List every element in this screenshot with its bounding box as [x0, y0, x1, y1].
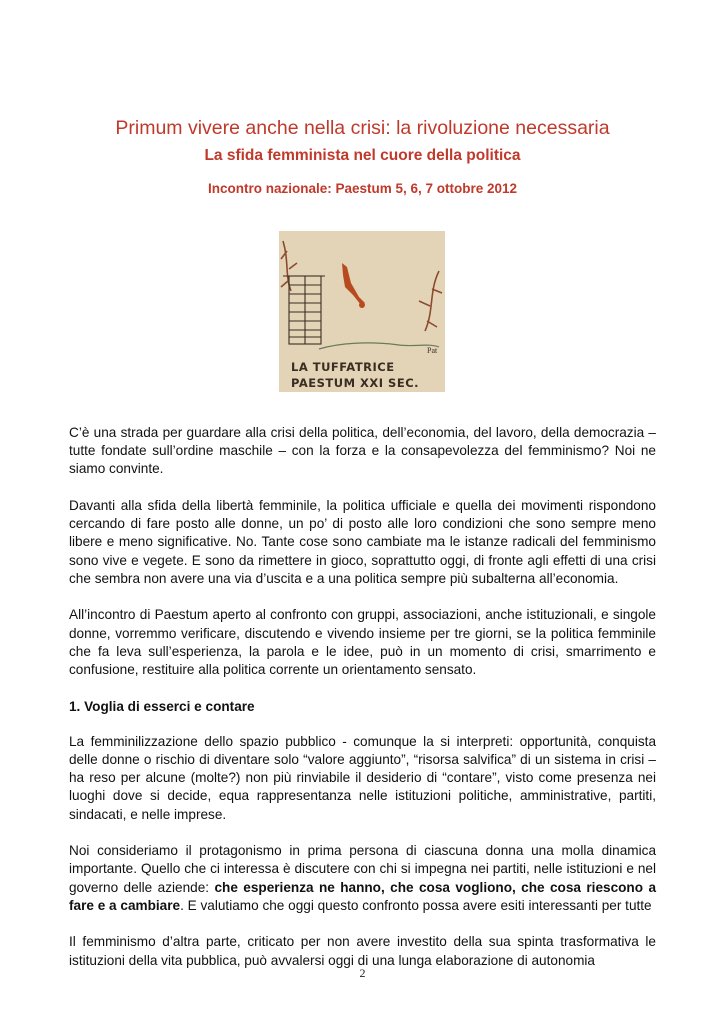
- page-number: 2: [359, 966, 366, 980]
- paragraph-5-text-a: Noi consideriamo il protagonismo in prima persona di ciascuna donna una molla dinamica importante. Quello che ci interessa è discutere con chi si impegna nei partiti, nelle istituzioni e nel governo delle aziende:: [69, 843, 656, 895]
- figure-signature: Pat: [427, 346, 438, 355]
- figure-caption-line2: PAESTUM XXI SEC.: [291, 376, 420, 390]
- paragraph-5-bold: che esperienza ne hanno, che cosa vogliono, che cosa riescono a fare e a cambiare: [69, 879, 657, 913]
- paragraph-2: Davanti alla sfida della libertà femminile, la politica ufficiale e quella dei movimenti rispondono cercando di fare posto alle donne, un po’ di posto alle loro condizioni che sono sempre meno libere e meno significative. No. Tante cose sono cambiate ma le istanze radicali del femminismo sono vive e vegete. E sono da rimettere in gioco, soprattutto oggi, di fronte agli effetti di una crisi che sembra non avere una via d’uscita e a una politica sempre più subalterna all’economia.: [69, 498, 656, 586]
- paragraph-5-text-b: . E valutiamo che oggi questo confronto possa avere esiti interessanti per tutte: [180, 897, 652, 913]
- paragraph-5: [69, 842, 656, 915]
- tuffatrice-illustration: [279, 231, 445, 392]
- document-body: [69, 424, 656, 988]
- figure-caption-line1: LA TUFFATRICE: [291, 360, 395, 374]
- paragraph-3: All’incontro di Paestum aperto al confronto con gruppi, associazioni, anche istituzionali, e singole donne, vorremmo verificare, discutendo e vivendo insieme per tre giorni, se la politica femminile che fa leva sull’esperienza, la parola e le idee, può in un momento di crisi, smarrimento e confusione, restituire alla politica corrente un orientamento sensato.: [69, 607, 656, 678]
- document-subtitle: La sfida femminista nel cuore della politica: [204, 147, 521, 164]
- meeting-info: Incontro nazionale: Paestum 5, 6, 7 ottobre 2012: [207, 181, 518, 196]
- paragraph-1: C’è una strada per guardare alla crisi della politica, dell’economia, del lavoro, della democrazia – tutte fondate sull’ordine maschile – con la forza e la consapevolezza del femminismo? Noi ne siamo convinte.: [69, 425, 656, 477]
- section-1-heading: 1. Voglia di esserci e contare: [69, 698, 255, 714]
- document-title: Primum vivere anche nella crisi: la rivoluzione necessaria: [115, 117, 610, 139]
- paragraph-6: Il femminismo d’altra parte, criticato per non avere investito della sua spinta trasformativa le istituzioni della vita pubblica, può avvalersi oggi di una lunga elaborazione di autonomia: [69, 934, 656, 968]
- paragraph-4: La femminilizzazione dello spazio pubblico - comunque la si interpreti: opportunità, conquista delle donne o rischio di diventare solo “valore aggiunto”, “risorsa salvifica” di un sistema in crisi – ha reso per alcune (molte?) non più rinviabile il desiderio di “contare”, visto come presenza nei luoghi dove si decide, equa rappresentanza nelle istituzioni politiche, amministrative, partiti, sindacati, e nelle imprese.: [69, 733, 656, 822]
